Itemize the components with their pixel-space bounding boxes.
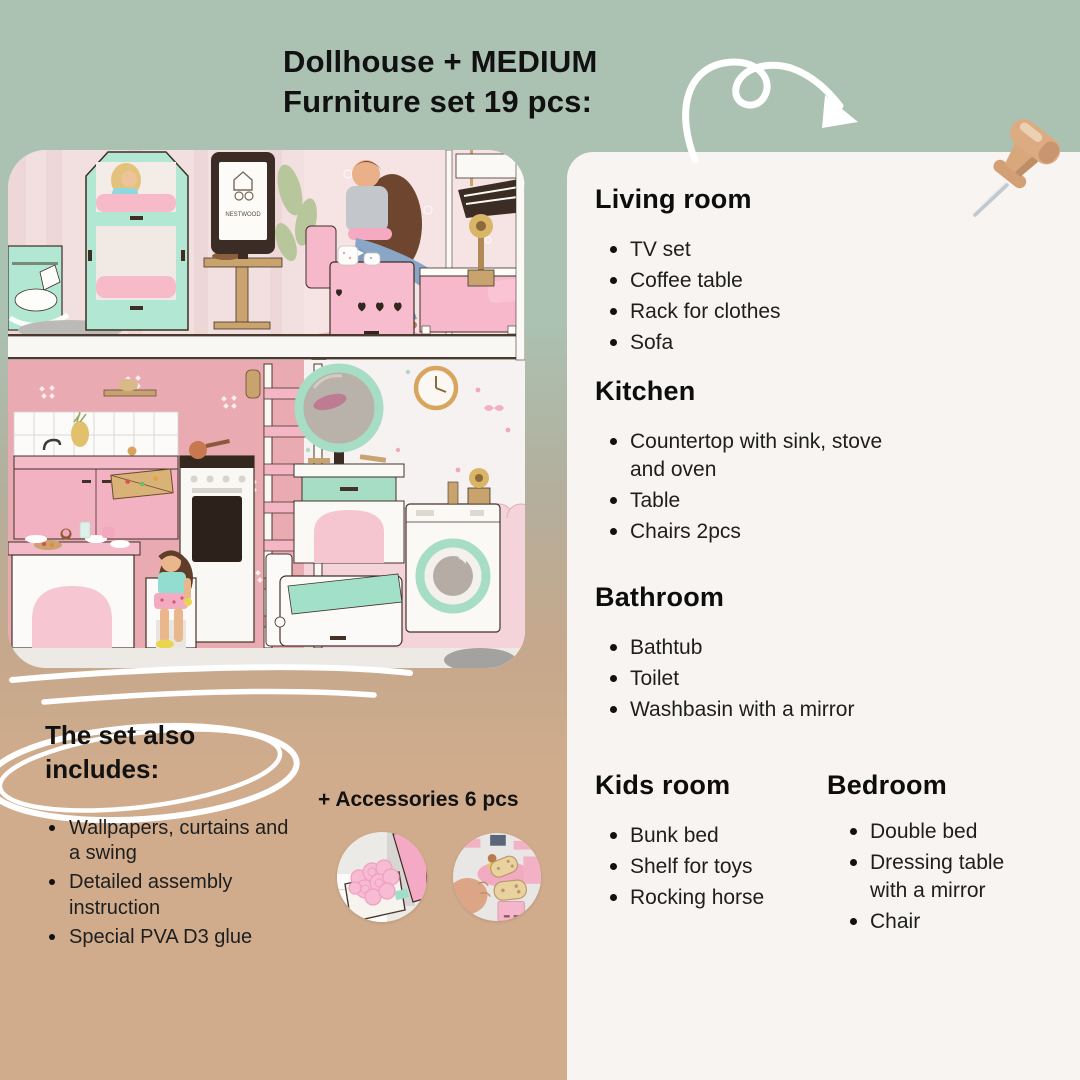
list-item: Washbasin with a mirror: [605, 696, 935, 724]
kitchen-list: [605, 428, 915, 549]
page-title: [283, 42, 703, 123]
details-panel: [567, 152, 1080, 1080]
pushpin-icon: [945, 115, 1080, 225]
bunk-bed: [86, 152, 188, 330]
page-title-line1: Dollhouse + MEDIUM: [283, 44, 598, 79]
list-item: Sofa: [605, 329, 935, 357]
list-item: TV set: [605, 236, 935, 264]
page-title-line2: Furniture set 19 pcs:: [283, 84, 593, 120]
list-item: Bunk bed: [605, 822, 825, 850]
list-item: Countertop with sink, stove and oven: [605, 428, 915, 484]
heart-arrow-doodle-icon: [672, 40, 872, 170]
list-item: Table: [605, 487, 915, 515]
section-heading-living-room: Living room: [595, 184, 752, 214]
list-item: Shelf for toys: [605, 853, 825, 881]
section-heading-kids-room: Kids room: [595, 770, 731, 800]
dollhouse-illustration: [8, 150, 525, 668]
bedroom-list: [845, 818, 1045, 939]
list-item: Rack for clothes: [605, 298, 935, 326]
list-item: Rocking horse: [605, 884, 825, 912]
bathroom-list: [605, 634, 935, 727]
accessories-label: + Accessories 6 pcs: [318, 788, 519, 811]
living-room-list: [605, 236, 935, 360]
list-item: Toilet: [605, 665, 935, 693]
includes-list: [44, 816, 289, 954]
includes-heading: The set also includes:: [45, 720, 196, 785]
section-heading-kitchen: Kitchen: [595, 376, 696, 406]
list-item: Bathtub: [605, 634, 935, 662]
accessory-photo-controllers: [453, 833, 541, 921]
kitchen-counter: [14, 447, 178, 540]
list-item: Special PVA D3 glue: [44, 925, 289, 950]
list-item: Detailed assembly instruction: [44, 870, 289, 920]
list-item: Dressing table with a mirror: [845, 849, 1045, 905]
dollhouse-photo: [8, 150, 525, 668]
tv-logo-text: NESTWOOD: [225, 212, 261, 218]
controllers-illustration: [453, 833, 541, 921]
section-heading-bedroom: Bedroom: [827, 770, 947, 800]
roses-illustration: [337, 832, 427, 922]
kids-room-list: [605, 822, 825, 915]
accessory-photo-roses: [337, 832, 427, 922]
list-item: Wallpapers, curtains and a swing: [44, 816, 289, 866]
list-item: Coffee table: [605, 267, 935, 295]
section-heading-bathroom: Bathroom: [595, 582, 725, 612]
wall-clock: [416, 368, 456, 408]
list-item: Double bed: [845, 818, 1045, 846]
list-item: Chairs 2pcs: [605, 518, 915, 546]
list-item: Chair: [845, 908, 1045, 936]
